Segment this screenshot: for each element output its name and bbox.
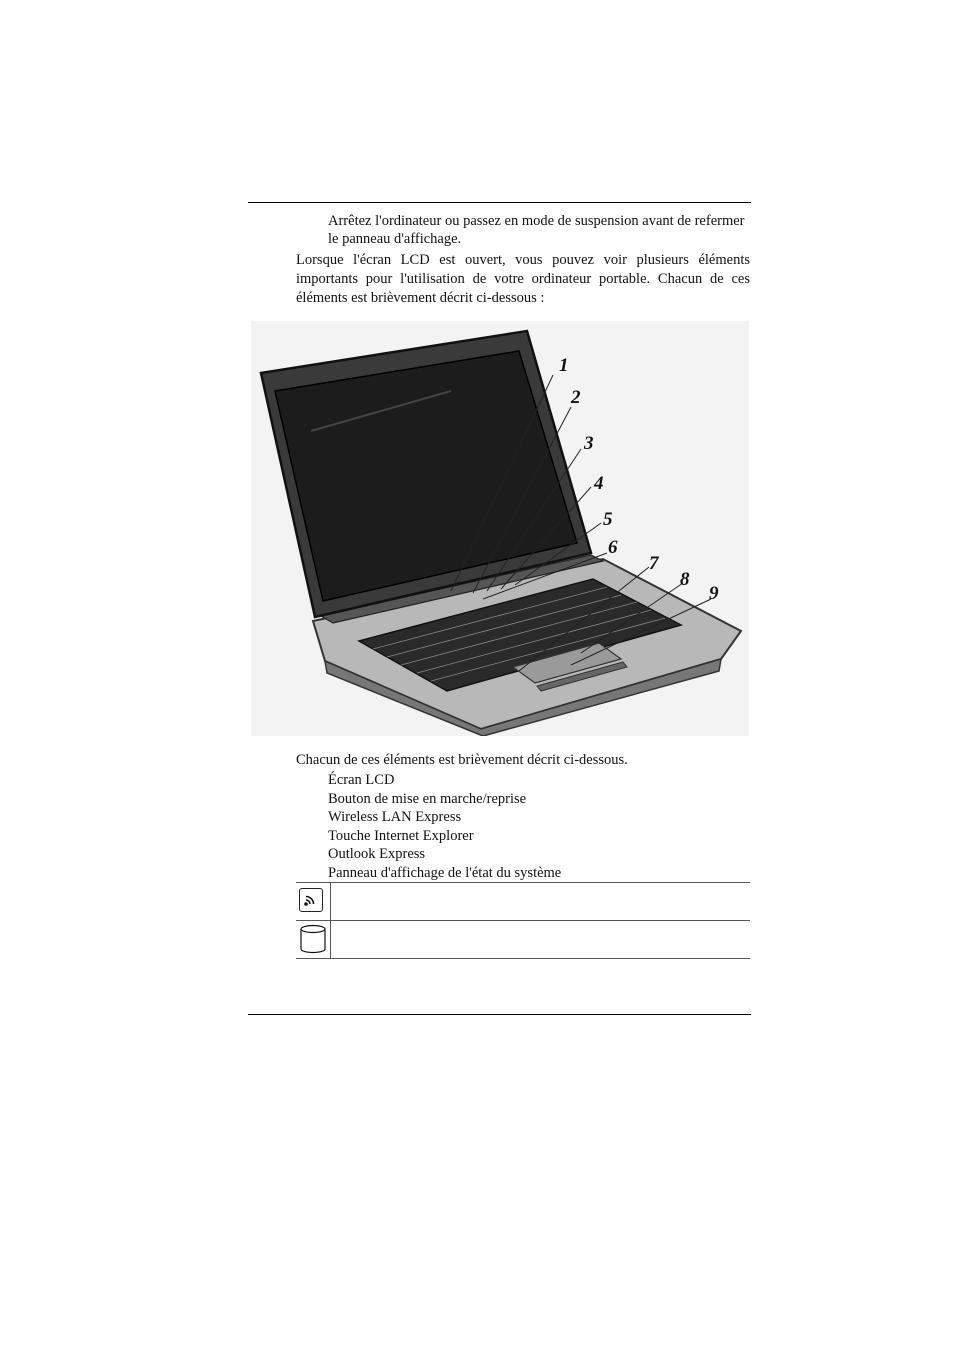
wireless-icon — [299, 888, 323, 912]
list-item: Bouton de mise en marche/reprise — [328, 790, 527, 807]
header-rule — [248, 202, 751, 203]
table-row — [296, 882, 750, 921]
status-icon-table — [296, 882, 750, 959]
callout-1: 1 — [559, 355, 569, 376]
callout-9: 9 — [709, 583, 719, 604]
callout-8: 8 — [680, 569, 690, 590]
component-list — [328, 771, 561, 883]
callout-7: 7 — [649, 553, 659, 574]
list-item: Écran LCD — [328, 772, 395, 788]
hard-disk-icon — [299, 924, 327, 959]
laptop-figure — [251, 321, 749, 736]
callout-3: 3 — [584, 433, 594, 454]
laptop-illustration — [251, 321, 749, 736]
callout-5: 5 — [603, 509, 613, 530]
list-item: Touche Internet Explorer — [328, 827, 474, 844]
callout-2: 2 — [571, 387, 581, 408]
footer-rule — [248, 1014, 751, 1015]
callout-6: 6 — [608, 537, 618, 558]
callout-4: 4 — [594, 473, 604, 494]
table-row — [296, 921, 750, 959]
intro-paragraph: Lorsque l'écran LCD est ouvert, vous pouvez voir plusieurs éléments importants pour l'utilisation de votre ordinateur portable. Chacun de ces éléments est brièvement décrit ci-dessous : — [296, 252, 750, 306]
list-item: Panneau d'affichage de l'état du système — [328, 864, 562, 881]
list-item: Outlook Express — [328, 846, 426, 863]
list-caption: Chacun de ces éléments est brièvement décrit ci-dessous. — [296, 752, 628, 768]
note-text: Arrêtez l'ordinateur ou passez en mode de suspension avant de refermer le panneau d'affichage. — [328, 213, 745, 247]
list-item: Wireless LAN Express — [328, 809, 462, 826]
